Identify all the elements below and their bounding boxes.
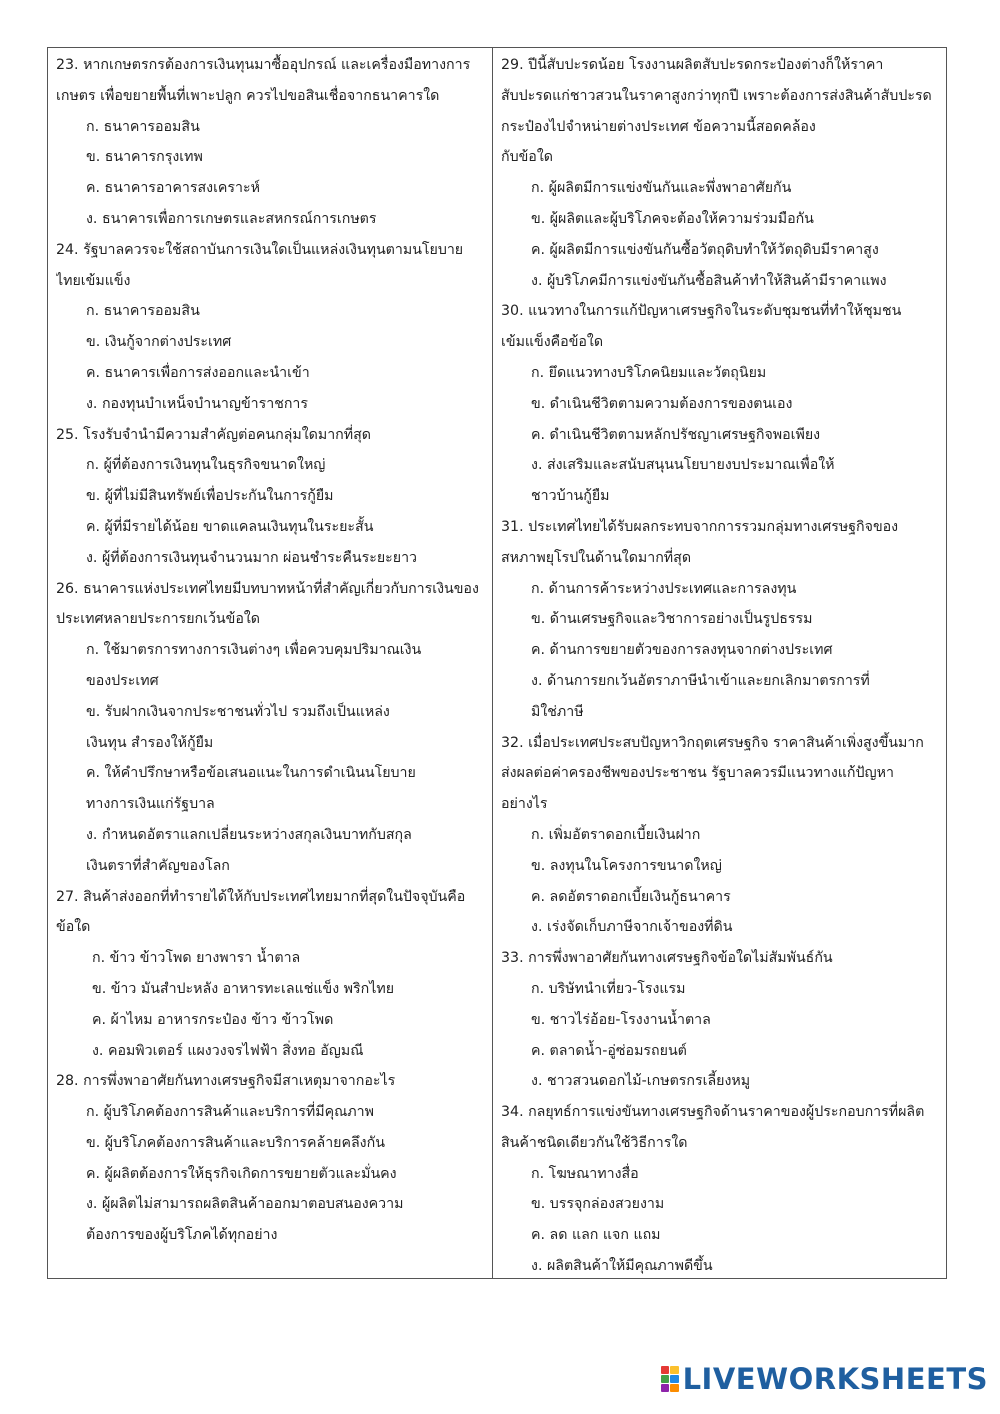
question-line: สหภาพยุโรปในด้านใดมากที่สุด: [501, 549, 692, 566]
liveworksheets-logo-icon: [661, 1366, 679, 1392]
question-line: 25. โรงรับจำนำมีความสำคัญต่อคนกลุ่มใดมากที่สุด: [56, 426, 371, 443]
choice-line: ง. ด้านการยกเว้นอัตราภาษีนำเข้าและยกเลิกมาตรการที่: [531, 672, 870, 689]
choice-line: ของประเทศ: [86, 672, 159, 689]
left-column: [48, 48, 493, 1278]
choice-line: เงินตราที่สำคัญของโลก: [86, 857, 230, 874]
question-line: 27. สินค้าส่งออกที่ทำรายได้ให้กับประเทศไทยมากที่สุดในปัจจุบันคือ: [56, 888, 466, 905]
choice-line: ข. ธนาคารกรุงเทพ: [86, 149, 203, 166]
question-line: สินค้าชนิดเดียวกันใช้วิธีการใด: [501, 1134, 688, 1151]
question-line: สับปะรดแก่ชาวสวนในราคาสูงกว่าทุกปี เพราะต้องการส่งสินค้าสับปะรด: [501, 87, 932, 104]
choice-line: ค. ลด แลก แจก แถม: [531, 1227, 661, 1244]
choice-line: ต้องการของผู้บริโภคได้ทุกอย่าง: [86, 1227, 278, 1244]
choice-line: ก. ใช้มาตรการทางการเงินต่างๆ เพื่อควบคุมปริมาณเงิน: [86, 642, 422, 659]
choice-line: ข. ข้าว มันสำปะหลัง อาหารทะเลแช่แข็ง พริกไทย: [92, 980, 395, 997]
choice-line: เงินทุน สำรองให้กู้ยืม: [86, 734, 214, 751]
question-line: ไทยเข้มแข็ง: [56, 272, 131, 289]
choice-line: ค. ธนาคารเพื่อการส่งออกและนำเข้า: [86, 364, 310, 381]
choice-line: ก. โฆษณาทางสื่อ: [531, 1165, 639, 1182]
question-line: 34. กลยุทธ์การแข่งขันทางเศรษฐกิจด้านราคาของผู้ประกอบการที่ผลิต: [501, 1104, 925, 1121]
choice-line: ค. ธนาคารอาคารสงเคราะห์: [86, 180, 260, 197]
choice-line: ข. ชาวไร่อ้อย-โรงงานน้ำตาล: [531, 1011, 711, 1028]
choice-line: ข. บรรจุกล่องสวยงาม: [531, 1196, 665, 1213]
question-line: 24. รัฐบาลควรจะใช้สถาบันการเงินใดเป็นแหล่งเงินทุนตามนโยบาย: [56, 241, 464, 258]
choice-line: ก. ผู้ที่ต้องการเงินทุนในธุรกิจขนาดใหญ่: [86, 457, 326, 474]
choice-line: ก. ผู้ผลิตมีการแข่งขันกันและพึ่งพาอาศัยกัน: [531, 180, 792, 197]
choice-line: ข. เงินกู้จากต่างประเทศ: [86, 334, 232, 351]
choice-line: ก. ผู้บริโภคต้องการสินค้าและบริการที่มีคุณภาพ: [86, 1104, 374, 1121]
choice-line: ก. บริษัทนำเที่ยว-โรงแรม: [531, 980, 686, 997]
question-line: 29. ปีนี้สับปะรดน้อย โรงงานผลิตสับปะรดกระป๋องต่างก็ให้ราคา: [501, 57, 884, 73]
question-line: อย่างไร: [501, 796, 548, 813]
choice-line: ค. ลดอัตราดอกเบี้ยเงินกู้ธนาคาร: [531, 888, 731, 905]
choice-line: ข. ลงทุนในโครงการขนาดใหญ่: [531, 857, 722, 874]
choice-line: มิใช่ภาษี: [531, 703, 584, 720]
choice-line: ข. ผู้ที่ไม่มีสินทรัพย์เพื่อประกันในการกู้ยืม: [86, 488, 334, 505]
choice-line: ค. ด้านการขยายตัวของการลงทุนจากต่างประเทศ: [531, 642, 833, 659]
choice-line: ก. ธนาคารออมสิน: [86, 118, 200, 135]
worksheet-frame: [47, 47, 947, 1279]
choice-line: ก. ยึดแนวทางบริโภคนิยมและวัตถุนิยม: [531, 364, 767, 381]
choice-line: ง. ผู้บริโภคมีการแข่งขันกันซื้อสินค้าทำให้สินค้ามีราคาแพง: [531, 272, 887, 289]
choice-line: ค. ให้คำปรึกษาหรือข้อเสนอแนะในการดำเนินนโยบาย: [86, 765, 416, 782]
right-column: [493, 48, 946, 1278]
logo-mark-tile: [670, 1366, 679, 1374]
choice-line: ค. ผู้ผลิตมีการแข่งขันกันซื้อวัตถุดิบทำให้วัตถุดิบมีราคาสูง: [531, 241, 879, 258]
choice-line: ง. กำหนดอัตราแลกเปลี่ยนระหว่างสกุลเงินบาทกับสกุล: [86, 826, 412, 843]
question-line: ข้อใด: [56, 919, 91, 936]
question-line: กระป๋องไปจำหน่ายต่างประเทศ ข้อความนี้สอดคล้อง: [501, 118, 816, 135]
choice-line: ง. ผู้ผลิตไม่สามารถผลิตสินค้าออกมาตอบสนองความ: [86, 1196, 404, 1213]
choice-line: ทางการเงินแก่รัฐบาล: [86, 796, 215, 813]
logo-mark-tile: [661, 1366, 670, 1374]
question-line: 26. ธนาคารแห่งประเทศไทยมีบทบาทหน้าที่สำคัญเกี่ยวกับการเงินของ: [56, 580, 479, 597]
choice-line: ค. ดำเนินชีวิตตามหลักปรัชญาเศรษฐกิจพอเพียง: [531, 426, 821, 443]
choice-line: ง. เร่งจัดเก็บภาษีจากเจ้าของที่ดิน: [531, 919, 733, 936]
question-line: ส่งผลต่อค่าครองชีพของประชาชน รัฐบาลควรมีแนวทางแก้ปัญหา: [501, 765, 894, 782]
choice-line: ง. ธนาคารเพื่อการเกษตรและสหกรณ์การเกษตร: [86, 210, 377, 227]
choice-line: ค. ผู้ผลิตต้องการให้ธุรกิจเกิดการขยายตัวและมั่นคง: [86, 1165, 397, 1182]
question-line: เข้มแข็งคือข้อใด: [501, 334, 604, 351]
question-line: 32. เมื่อประเทศประสบปัญหาวิกฤตเศรษฐกิจ ราคาสินค้าเพิ่งสูงขึ้นมาก: [501, 734, 924, 751]
choice-line: ง. ผู้ที่ต้องการเงินทุนจำนวนมาก ผ่อนชำระคืนระยะยาว: [86, 549, 418, 566]
choice-line: ก. ข้าว ข้าวโพด ยางพารา น้ำตาล: [92, 950, 301, 967]
logo-mark-tile: [661, 1375, 670, 1383]
choice-line: ข. รับฝากเงินจากประชาชนทั่วไป รวมถึงเป็นแหล่ง: [86, 703, 390, 720]
logo-mark-tile: [661, 1384, 670, 1392]
logo-text: LIVEWORKSHEETS: [682, 1362, 988, 1396]
logo-mark-tile: [670, 1375, 679, 1383]
liveworksheets-logo: [661, 1364, 988, 1394]
logo-mark-tile: [670, 1384, 679, 1392]
question-line: เกษตร เพื่อขยายพื้นที่เพาะปลูก ควรไปขอสินเชื่อจากธนาคารใด: [56, 87, 440, 104]
choice-line: ค. ผู้ที่มีรายได้น้อย ขาดแคลนเงินทุนในระยะสั้น: [86, 518, 374, 535]
choice-line: ง. ชาวสวนดอกไม้-เกษตรกรเลี้ยงหมู: [531, 1073, 751, 1090]
choice-line: ค. ผ้าไหม อาหารกระป๋อง ข้าว ข้าวโพด: [92, 1011, 334, 1028]
question-line: กับข้อใด: [501, 149, 553, 166]
choice-line: ง. กองทุนบำเหน็จบำนาญข้าราชการ: [86, 395, 309, 412]
choice-line: ง. ส่งเสริมและสนับสนุนนโยบายงบประมาณเพื่อให้: [531, 457, 835, 474]
choice-line: ข. ผู้ผลิตและผู้บริโภคจะต้องให้ความร่วมมือกัน: [531, 210, 814, 227]
choice-line: ง. ผลิตสินค้าให้มีคุณภาพดีขึ้น: [531, 1258, 713, 1275]
question-line: 30. แนวทางในการแก้ปัญหาเศรษฐกิจในระดับชุมชนที่ทำให้ชุมชน: [501, 303, 902, 320]
question-line: 33. การพึ่งพาอาศัยกันทางเศรษฐกิจข้อใดไม่สัมพันธ์กัน: [501, 950, 833, 967]
choice-line: ค. ตลาดน้ำ-อู่ซ่อมรถยนต์: [531, 1042, 687, 1059]
choice-line: ข. ดำเนินชีวิตตามความต้องการของตนเอง: [531, 395, 793, 412]
question-line: 31. ประเทศไทยได้รับผลกระทบจากการรวมกลุ่มทางเศรษฐกิจของ: [501, 518, 899, 535]
choice-line: ข. ผู้บริโภคต้องการสินค้าและบริการคล้ายคลึงกัน: [86, 1134, 385, 1151]
question-line: ประเทศหลายประการยกเว้นข้อใด: [56, 611, 260, 628]
choice-line: ข. ด้านเศรษฐกิจและวิชาการอย่างเป็นรูปธรรม: [531, 611, 813, 628]
choice-line: ก. เพิ่มอัตราดอกเบี้ยเงินฝาก: [531, 826, 701, 843]
choice-line: ชาวบ้านกู้ยืม: [531, 488, 610, 505]
question-line: 23. หากเกษตรกรต้องการเงินทุนมาซื้ออุปกรณ์ และเครื่องมือทางการ: [56, 57, 471, 73]
choice-line: ง. คอมพิวเตอร์ แผงวงจรไฟฟ้า สิ่งทอ อัญมณี: [92, 1042, 364, 1059]
choice-line: ก. ด้านการค้าระหว่างประเทศและการลงทุน: [531, 580, 797, 597]
choice-line: ก. ธนาคารออมสิน: [86, 303, 200, 320]
question-line: 28. การพึ่งพาอาศัยกันทางเศรษฐกิจมีสาเหตุมาจากอะไร: [56, 1073, 396, 1090]
